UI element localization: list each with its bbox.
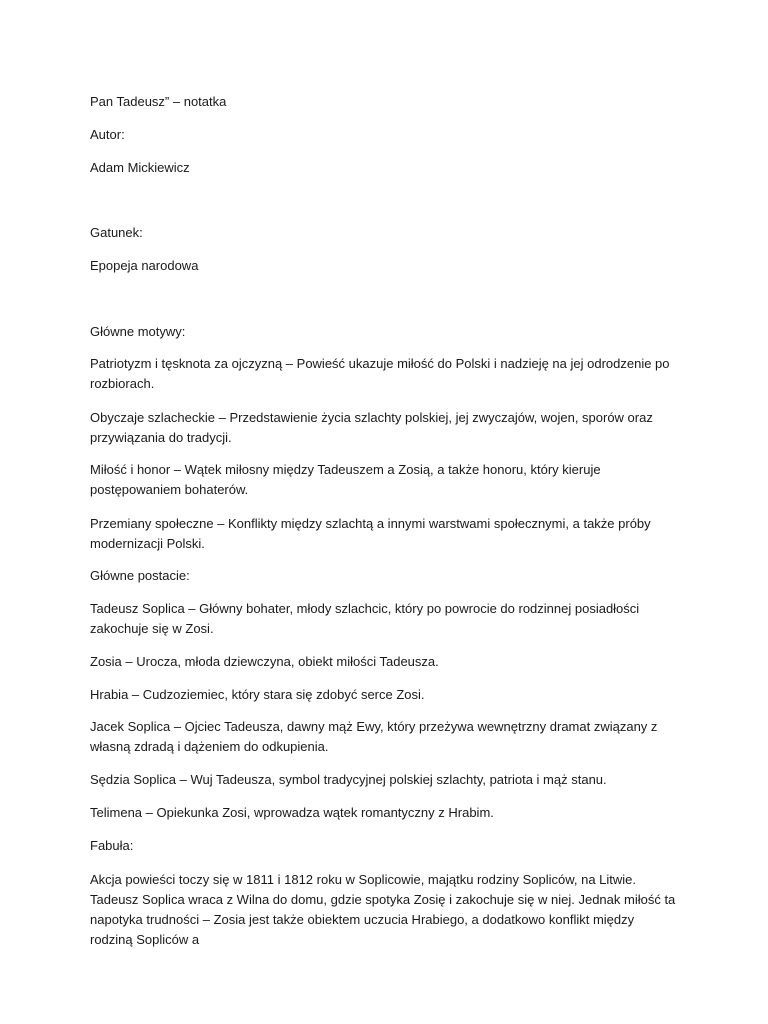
motif-item: Przemiany społeczne – Konflikty między szlachtą a innymi warstwami społecznymi, a także próby modernizacji Polski. [90, 516, 651, 551]
document-title: Pan Tadeusz” – notatka [90, 94, 227, 109]
character-item: Sędzia Soplica – Wuj Tadeusza, symbol tradycyjnej polskiej szlachty, patriota i mąż stanu. [90, 772, 607, 787]
motif-item: Obyczaje szlacheckie – Przedstawienie życia szlachty polskiej, jej zwyczajów, wojen, sporów oraz przywiązania do tradycji. [90, 410, 653, 445]
character-item: Hrabia – Cudzoziemiec, który stara się zdobyć serce Zosi. [90, 687, 425, 702]
author-label: Autor: [90, 127, 125, 142]
motif-item: Miłość i honor – Wątek miłosny między Tadeuszem a Zosią, a także honoru, który kieruje postępowaniem bohaterów. [90, 462, 601, 497]
characters-heading: Główne postacie: [90, 568, 190, 583]
genre-value: Epopeja narodowa [90, 258, 199, 273]
plot-text: Akcja powieści toczy się w 1811 i 1812 roku w Soplicowie, majątku rodziny Sopliców, na Litwie. Tadeusz Soplica wraca z Wilna do domu, gdzie spotyka Zosię i zakochuje się w niej. Jednak miłość ta napotyka trudności – Zosia jest także obiektem uczucia Hrabiego, a dodatkowo konflikt między rodziną Sopliców a [90, 872, 676, 947]
author-value: Adam Mickiewicz [90, 160, 190, 175]
character-item: Zosia – Urocza, młoda dziewczyna, obiekt miłości Tadeusza. [90, 654, 439, 669]
character-item: Tadeusz Soplica – Główny bohater, młody szlachcic, który po powrocie do rodzinnej posiadłości zakochuje się w Zosi. [90, 601, 640, 636]
motifs-heading: Główne motywy: [90, 324, 186, 339]
plot-heading: Fabuła: [90, 838, 134, 853]
character-item: Jacek Soplica – Ojciec Tadeusza, dawny mąż Ewy, który przeżywa wewnętrzny dramat związany z własną zdradą i dążeniem do odkupienia. [90, 719, 658, 754]
motif-item: Patriotyzm i tęsknota za ojczyzną – Powieść ukazuje miłość do Polski i nadzieję na jej odrodzenie po rozbiorach. [90, 356, 670, 391]
genre-label: Gatunek: [90, 225, 143, 240]
character-item: Telimena – Opiekunka Zosi, wprowadza wątek romantyczny z Hrabim. [90, 805, 494, 820]
